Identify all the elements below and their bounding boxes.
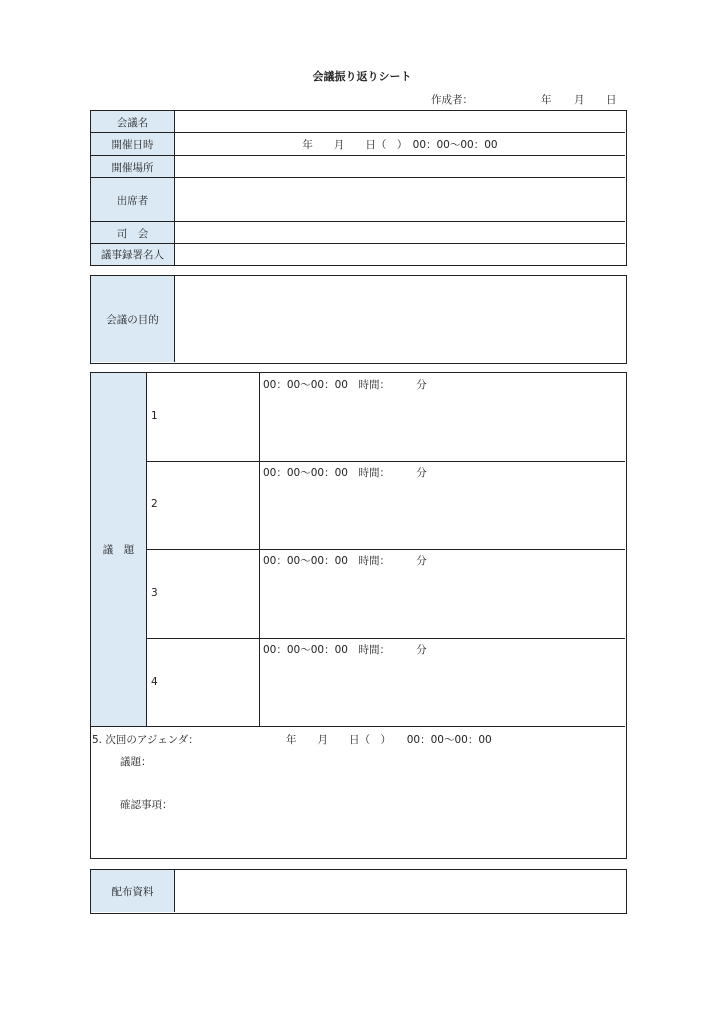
divider <box>91 155 625 156</box>
distribution-table <box>90 869 627 914</box>
creator-month: 月 <box>574 94 585 106</box>
creator-day: 日 <box>606 94 617 106</box>
agenda-item-1-topic[interactable] <box>148 373 259 461</box>
agenda-item-number: 1 <box>151 410 158 422</box>
page-title: 会議振り返りシート <box>312 70 412 83</box>
next-agenda-topic-label: 議題： <box>120 756 152 768</box>
agenda-item-2-topic[interactable] <box>148 462 259 550</box>
creator-label: 作成者： <box>431 94 473 106</box>
label-attendees: 出席者 <box>91 178 174 222</box>
divider <box>91 726 625 727</box>
label-signatory: 議事録署名人 <box>91 244 174 265</box>
divider <box>91 132 625 133</box>
agenda-item-4-topic[interactable] <box>148 639 259 726</box>
header-table <box>90 110 627 266</box>
agenda-item-time: 00：00〜00：00 時間： 分 <box>263 379 427 391</box>
divider <box>174 870 175 912</box>
attendees-field[interactable] <box>175 178 625 222</box>
label-location: 開催場所 <box>91 156 174 178</box>
purpose-field[interactable] <box>176 276 625 362</box>
next-agenda-heading: 5. 次回のアジェンダ： <box>92 734 199 746</box>
agenda-item-time: 00：00〜00：00 時間： 分 <box>263 555 427 567</box>
datetime-field[interactable]: 年 月 日（ ） 00：00〜00：00 <box>302 139 498 151</box>
distribution-field[interactable] <box>176 870 625 912</box>
agenda-item-2-notes[interactable] <box>261 462 625 550</box>
creator-year: 年 <box>541 94 552 106</box>
agenda-item-time: 00：00〜00：00 時間： 分 <box>263 467 427 479</box>
agenda-item-3-notes[interactable] <box>261 550 625 638</box>
label-chair: 司 会 <box>91 222 174 244</box>
next-agenda-datetime: 年 月 日（ ） 00：00〜00：00 <box>286 734 492 746</box>
divider <box>91 243 625 244</box>
agenda-item-4-notes[interactable] <box>261 639 625 726</box>
next-agenda-section[interactable] <box>91 728 625 857</box>
label-datetime: 開催日時 <box>91 133 174 156</box>
divider <box>174 111 175 265</box>
divider <box>91 221 625 222</box>
agenda-item-3-topic[interactable] <box>148 550 259 638</box>
divider <box>174 276 175 362</box>
signatory-field[interactable] <box>175 244 625 265</box>
next-agenda-confirm-label: 確認事項： <box>120 799 173 811</box>
divider <box>91 177 625 178</box>
label-purpose: 会議の目的 <box>91 276 174 362</box>
agenda-item-number: 3 <box>151 587 158 599</box>
purpose-table <box>90 275 627 364</box>
agenda-item-1-notes[interactable] <box>261 373 625 461</box>
location-field[interactable] <box>175 156 625 178</box>
agenda-table <box>90 372 627 859</box>
label-agenda: 議 題 <box>91 373 146 726</box>
meeting-name-field[interactable] <box>175 111 625 133</box>
agenda-item-time: 00：00〜00：00 時間： 分 <box>263 644 427 656</box>
label-distribution: 配布資料 <box>91 870 174 912</box>
label-meeting-name: 会議名 <box>91 111 174 133</box>
agenda-item-number: 2 <box>151 498 158 510</box>
agenda-item-number: 4 <box>151 676 158 688</box>
chair-field[interactable] <box>175 222 625 244</box>
